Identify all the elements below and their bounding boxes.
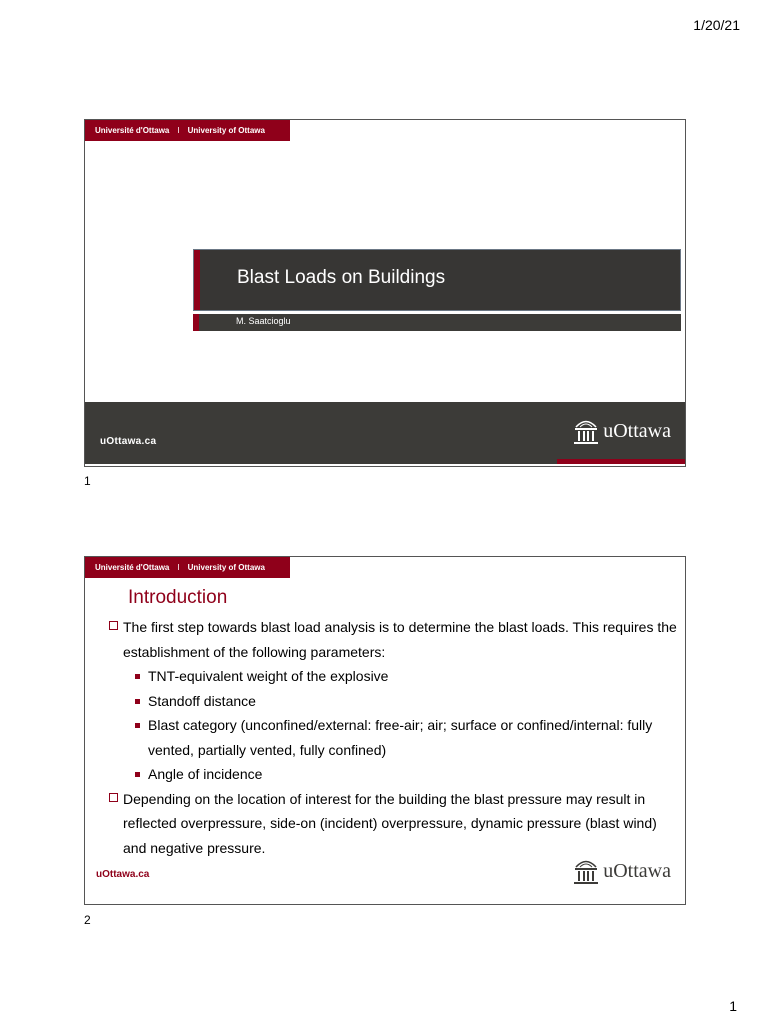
paragraph-1-text: The first step towards blast load analysis is to determine the blast loads. This requires the establishment of the following parameters: — [123, 619, 677, 660]
square-bullet-icon — [135, 674, 140, 679]
bullet-item — [109, 713, 679, 762]
banner-french: Université d'Ottawa — [95, 126, 170, 135]
slide-1 — [84, 119, 686, 467]
slide-content — [109, 615, 679, 860]
checkbox-bullet-icon — [109, 793, 118, 802]
bullet-text: TNT-equivalent weight of the explosive — [148, 668, 389, 684]
slide-number-1: 1 — [84, 474, 91, 488]
bullet-text: Standoff distance — [148, 692, 256, 709]
paragraph-1 — [109, 615, 679, 664]
uottawa-logo — [573, 416, 671, 446]
page-number: 1 — [729, 998, 737, 1014]
building-icon — [573, 416, 599, 446]
author-accent-bar — [193, 314, 199, 331]
building-icon — [573, 856, 599, 886]
title-accent-bar — [194, 250, 200, 310]
banner-separator: I — [177, 126, 180, 135]
square-bullet-icon — [135, 699, 140, 704]
paragraph-2 — [109, 787, 679, 861]
square-bullet-icon — [135, 723, 140, 728]
footer-accent-line — [557, 459, 685, 464]
slide-title: Blast Loads on Buildings — [237, 267, 446, 288]
square-bullet-icon — [135, 772, 140, 777]
author-name: M. Saatcioglu — [236, 316, 291, 326]
paragraph-2-text: Depending on the location of interest for the building the blast pressure may result in reflected overpressure, side-on (incident) overpressure, dynamic pressure (blast wind) and negative pressure. — [123, 790, 657, 856]
author-bar — [193, 314, 681, 331]
bullet-text: Blast category (unconfined/external: free-air; air; surface or confined/internal: fully vented, partially vented, fully confined) — [148, 717, 653, 758]
logo-text: uOttawa — [603, 859, 671, 882]
banner-french: Université d'Ottawa — [95, 563, 170, 572]
slide-footer — [85, 402, 685, 464]
title-box — [193, 249, 681, 311]
university-banner — [85, 120, 290, 141]
logo-text: uOttawa — [603, 419, 671, 442]
checkbox-bullet-icon — [109, 621, 118, 630]
slide-2 — [84, 556, 686, 905]
bullet-text: Angle of incidence — [148, 766, 263, 782]
banner-english: University of Ottawa — [187, 563, 265, 572]
bullet-item — [109, 762, 679, 787]
banner-separator: I — [177, 563, 180, 572]
bullet-item — [109, 664, 679, 689]
bullet-item — [109, 689, 679, 714]
document-date: 1/20/21 — [693, 17, 740, 33]
university-banner — [85, 557, 290, 578]
footer-site: uOttawa.ca — [100, 436, 157, 447]
slide-number-2: 2 — [84, 913, 91, 927]
uottawa-logo — [573, 856, 671, 886]
banner-english: University of Ottawa — [187, 126, 265, 135]
footer-site: uOttawa.ca — [96, 869, 150, 880]
slide-heading: Introduction — [128, 587, 228, 608]
